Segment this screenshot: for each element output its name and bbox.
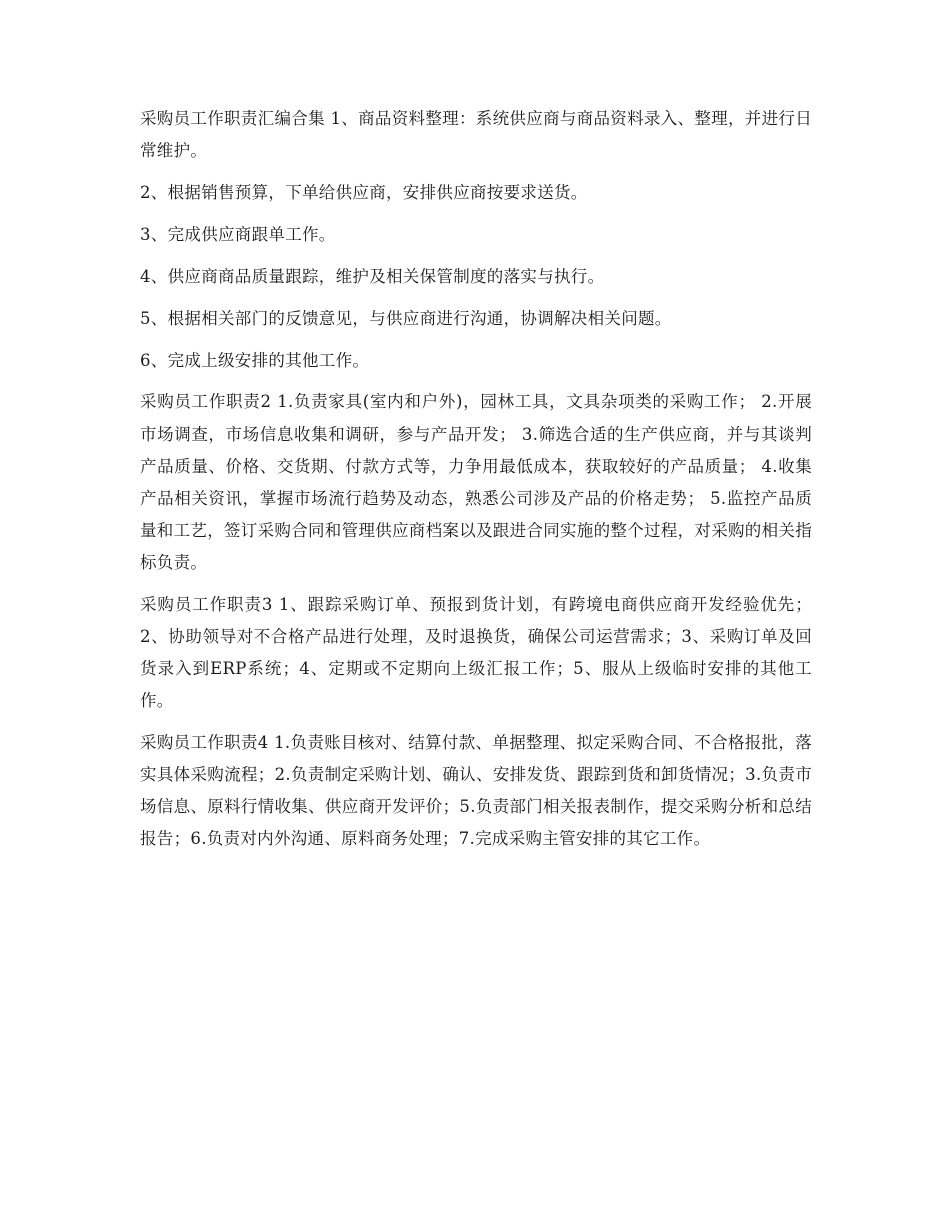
paragraph-item-5: 5、根据相关部门的反馈意见，与供应商进行沟通，协调解决相关问题。 [140,308,672,328]
document-body [140,103,812,865]
paragraph-duties-4: 采购员工作职责4 1.负责账目核对、结算付款、单据整理、拟定采购合同、不合格报批，落实具体采购流程；2.负责制定采购计划、确认、安排发货、跟踪到货和卸货情况；3.负责市场信息、原料行情收集、供应商开发评价；5.负责部门相关报表制作，提交采购分析和总结报告；6.负责对内外沟通、原料商务处理；7.完成采购主管安排的其它工作。 [140,732,812,849]
paragraph-duties-2: 采购员工作职责2 1.负责家具(室内和户外)，园林工具，文具杂项类的采购工作； 2.开展市场调查，市场信息收集和调研，参与产品开发； 3.筛选合适的生产供应商，并与其谈判产品质量、价格、交货期、付款方式等，力争用最低成本，获取较好的产品质量； 4.收集产品相关资讯，掌握市场流行趋势及动态，熟悉公司涉及产品的价格走势； 5.监控产品质量和工艺，签订采购合同和管理供应商档案以及跟进合同实施的整个过程，对采购的相关指标负责。 [140,392,812,572]
paragraph-item-3: 3、完成供应商跟单工作。 [140,224,336,244]
paragraph-item-4: 4、供应商商品质量跟踪，维护及相关保管制度的落实与执行。 [140,266,605,286]
paragraph-item-6: 6、完成上级安排的其他工作。 [140,350,370,370]
paragraph-item-2: 2、根据销售预算，下单给供应商，安排供应商按要求送货。 [140,182,588,202]
paragraph-intro: 采购员工作职责汇编合集 1、商品资料整理：系统供应商与商品资料录入、整理，并进行日常维护。 [140,109,812,161]
paragraph-duties-3: 采购员工作职责3 1、跟踪采购订单、预报到货计划，有跨境电商供应商开发经验优先；2、协助领导对不合格产品进行处理，及时退换货，确保公司运营需求；3、采购订单及回货录入到ERP系统；4、定期或不定期向上级汇报工作；5、服从上级临时安排的其他工作。 [140,594,812,711]
